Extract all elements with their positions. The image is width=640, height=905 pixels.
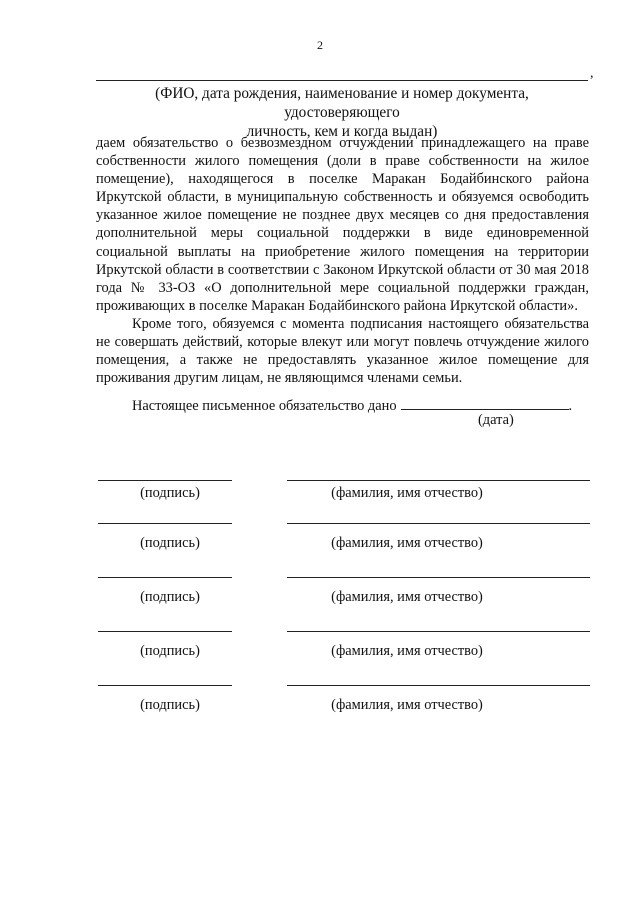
full-name-caption: (фамилия, имя отчество) xyxy=(331,535,483,551)
obligation-paragraph-1: даем обязательство о безвозмездном отчуждении принадлежащего на праве собственности жилого помещения (доли в праве собственности на жилое помещение), находящегося в поселке Маракан Бодайбинского района Иркутской области, в муниципальную собственность и обязуемся освободить указанное жилое помещение не позднее двух месяцев со дня предоставления дополнительной меры социальной поддержки в виде единовременной социальной выплаты на приобретение жилого помещения на территории Иркутской области в соответствии с Законом Иркутской области от 30 мая 2018 года № 33-ОЗ «О дополнительной мере социальной поддержки граждан, проживающих в поселке Маракан Бодайбинского района Иркутской области». xyxy=(96,135,589,314)
full-name-caption: (фамилия, имя отчество) xyxy=(331,643,483,659)
signature-line xyxy=(98,577,232,578)
full-name-caption: (фамилия, имя отчество) xyxy=(331,485,483,501)
signature-caption: (подпись) xyxy=(140,589,200,605)
signature-line xyxy=(98,523,232,524)
full-name-caption: (фамилия, имя отчество) xyxy=(331,697,483,713)
signature-row xyxy=(0,631,640,671)
date-fill-line xyxy=(401,396,569,410)
signature-row xyxy=(0,577,640,617)
full-name-line xyxy=(287,631,590,632)
signature-row xyxy=(0,523,640,563)
full-name-line xyxy=(287,480,590,481)
fio-fill-line xyxy=(96,80,588,81)
full-name-line xyxy=(287,685,590,686)
signature-line xyxy=(98,685,232,686)
signature-row xyxy=(0,685,640,725)
signature-line xyxy=(98,631,232,632)
signature-caption: (подпись) xyxy=(140,485,200,501)
fio-fill-line-comma: , xyxy=(590,66,594,81)
statement-end: . xyxy=(568,398,573,414)
signature-line xyxy=(98,480,232,481)
full-name-line xyxy=(287,577,590,578)
full-name-caption: (фамилия, имя отчество) xyxy=(331,589,483,605)
signature-row xyxy=(0,480,640,520)
full-name-line xyxy=(287,523,590,524)
obligation-body xyxy=(96,134,589,387)
fio-caption-line-1: (ФИО, дата рождения, наименование и номер документа, удостоверяющего xyxy=(155,85,529,121)
obligation-paragraph-2: Кроме того, обязуемся с момента подписания настоящего обязательства не совершать действий, которые влекут или могут повлечь отчуждение жилого помещения, а также не предоставлять указанное жилое помещение для проживания другим лицам, не являющимся членами семьи. xyxy=(96,315,589,387)
statement-text: Настоящее письменное обязательство дано xyxy=(132,398,397,414)
fio-caption-line-2: личность, кем и когда выдан) xyxy=(246,123,438,140)
signature-caption: (подпись) xyxy=(140,643,200,659)
signature-caption: (подпись) xyxy=(140,535,200,551)
page-number: 2 xyxy=(317,38,323,52)
fio-caption xyxy=(96,84,588,141)
date-caption: (дата) xyxy=(478,412,514,428)
signature-caption: (подпись) xyxy=(140,697,200,713)
